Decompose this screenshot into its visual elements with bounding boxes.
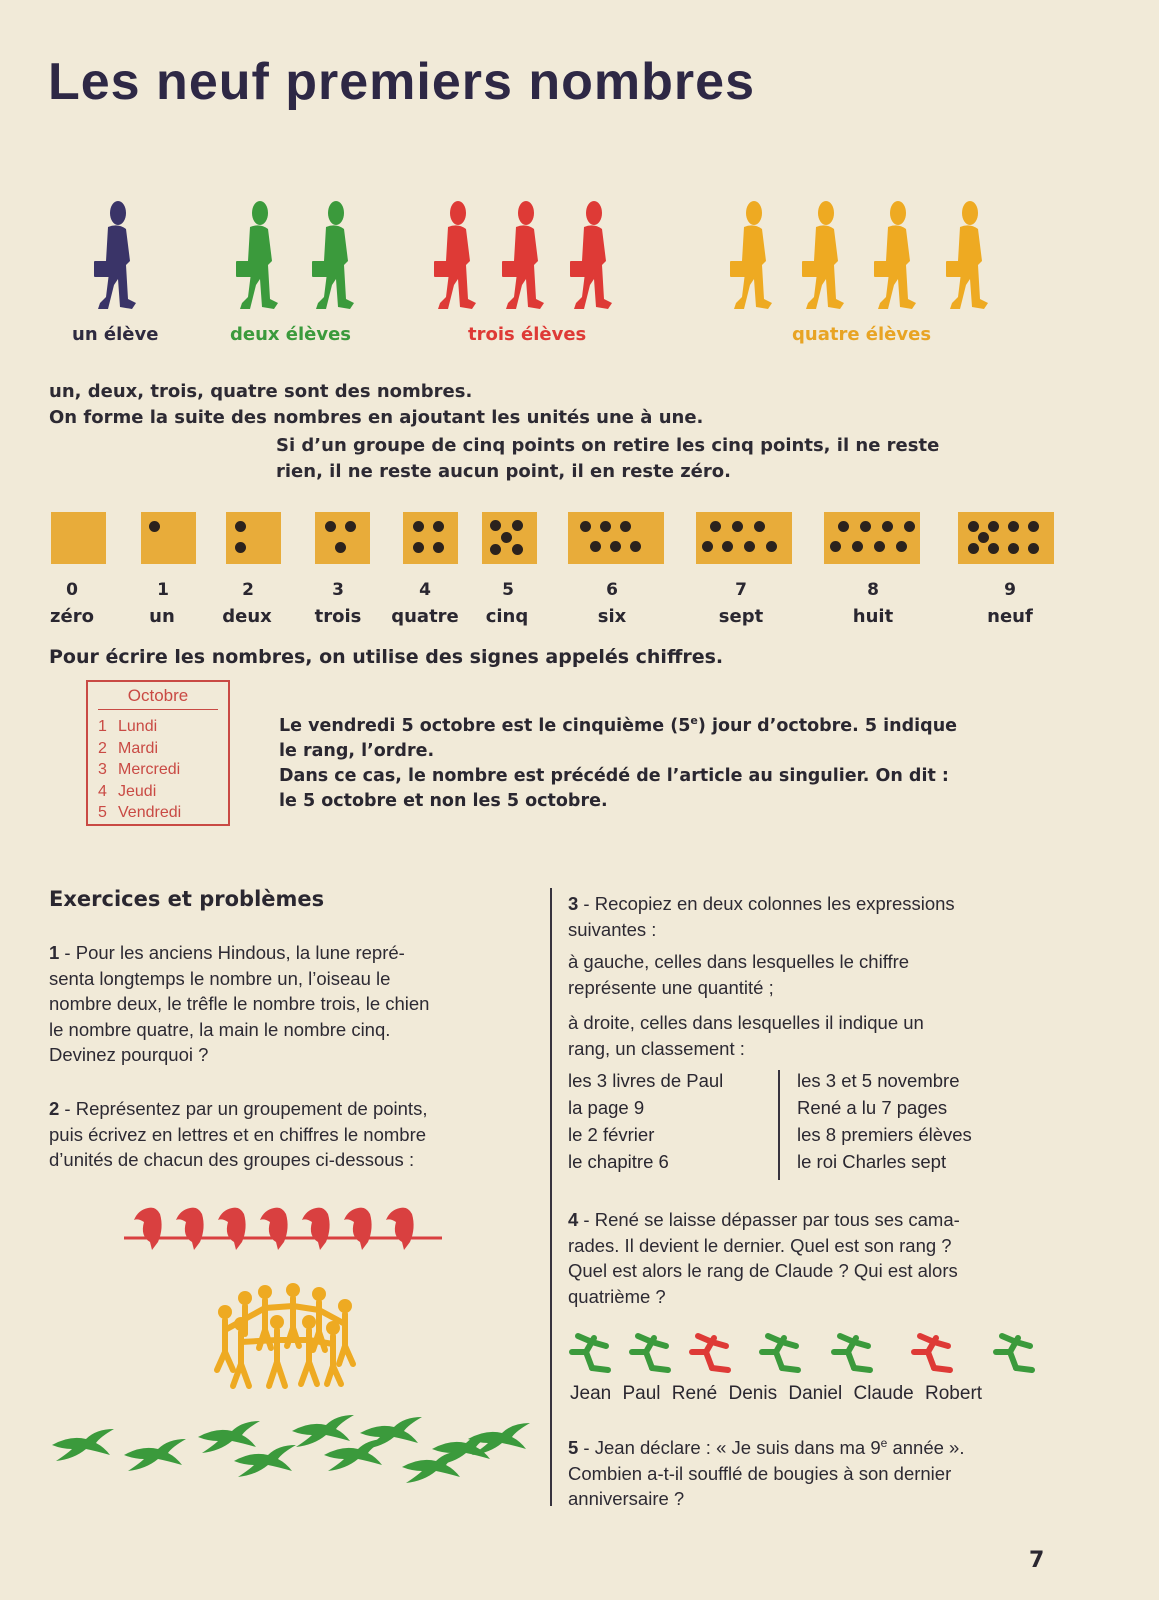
- student-group-four: [730, 201, 988, 309]
- calendar-day: 4 Jeudi: [98, 782, 157, 800]
- exercise-1: 1 - Pour les anciens Hindous, la lune repré- senta longtemps le nombre un, l’oiseau le nombre deux, le trêfle le nombre trois, le chien le nombre quatre, la main le nombre cinq. Devinez pourquoi ?: [49, 942, 430, 1065]
- intro-line-1: un, deux, trois, quatre sont des nombres.: [49, 381, 473, 402]
- student-group-two: [236, 201, 354, 309]
- exercise-4: 4 - René se laisse dépasser par tous ses cama- rades. Il devient le dernier. Quel est son rang ? Quel est alors le rang de Claude ? Qui est alors quatrième ?: [568, 1209, 960, 1307]
- runners-illustration: [568, 1318, 1068, 1378]
- digit-6: 6: [606, 580, 618, 600]
- word-1: un: [149, 606, 175, 627]
- dot-card-3: [315, 512, 370, 564]
- exercises-heading: Exercices et problèmes: [49, 887, 325, 911]
- digit-7: 7: [735, 580, 747, 600]
- digit-8: 8: [867, 580, 879, 600]
- dot-card-2: [226, 512, 281, 564]
- intro-line-2: On forme la suite des nombres en ajoutant les unités une à une.: [49, 407, 704, 428]
- runner-rene: [692, 1324, 728, 1370]
- digit-1: 1: [157, 580, 169, 600]
- exercise-5: 5 - Jean déclare : « Je suis dans ma 9e année ». Combien a-t-il soufflé de bougies à son dernier anniversaire ?: [568, 1436, 965, 1510]
- calendar-day: 1 Lundi: [98, 718, 158, 735]
- october-explanation: Le vendredi 5 octobre est le cinquième (5e) jour d’octobre. 5 indique le rang, l’ordre. Dans ce cas, le nombre est précédé de l’article au singulier. On dit : le 5 octobre et non les 5 octobre.: [279, 714, 958, 811]
- word-2: deux: [222, 606, 272, 627]
- digit-2: 2: [242, 580, 254, 600]
- word-8: huit: [852, 606, 894, 627]
- page-title: Les neuf premiers nombres: [48, 53, 755, 111]
- runner-paul: [632, 1324, 668, 1370]
- student-group-three: [434, 201, 612, 309]
- dot-card-5: [482, 512, 537, 564]
- swallows-illustration: [48, 1415, 538, 1495]
- runner-robert: [996, 1324, 1032, 1370]
- caption-one-student: un élève: [72, 324, 159, 345]
- digit-3: 3: [332, 580, 344, 600]
- calendar-day: 3 Mercredi: [98, 761, 181, 778]
- digit-5: 5: [502, 580, 514, 600]
- runner-names: Jean Paul René Denis Daniel Claude Robert: [570, 1383, 983, 1404]
- dot-card-8: [824, 512, 920, 564]
- exercise-3-left-list: les 3 livres de Paul la page 9 le 2 février le chapitre 6: [568, 1070, 724, 1172]
- caption-four-students: quatre élèves: [792, 324, 932, 345]
- intro-line-3: Si d’un groupe de cinq points on retire les cinq points, il ne reste: [276, 435, 940, 456]
- chiffres-sentence: Pour écrire les nombres, on utilise des signes appelés chiffres.: [49, 646, 724, 668]
- column-divider: [550, 888, 552, 1506]
- student-group-one: [94, 201, 136, 309]
- dot-card-7: [696, 512, 792, 564]
- runner-daniel: [834, 1324, 870, 1370]
- dot-card-0: [51, 512, 106, 564]
- word-0: zéro: [50, 606, 94, 627]
- runner-denis: [762, 1324, 798, 1370]
- caption-two-students: deux élèves: [230, 324, 352, 345]
- dancing-children-illustration: [205, 1282, 365, 1392]
- dot-card-6: [568, 512, 664, 564]
- list-separator: [778, 1070, 780, 1180]
- calendar-day: 2 Mardi: [98, 739, 159, 757]
- dot-card-9: [958, 512, 1054, 564]
- exercise-3-right-list: les 3 et 5 novembre René a lu 7 pages les 8 premiers élèves le roi Charles sept: [797, 1070, 972, 1172]
- word-9: neuf: [987, 606, 1033, 627]
- exercise-2: 2 - Représentez par un groupement de points, puis écrivez en lettres et en chiffres le nombre d’unités de chacun des groupes ci-dessous :: [49, 1098, 428, 1170]
- birds-on-wire-illustration: [120, 1200, 450, 1260]
- dot-card-1: [141, 512, 196, 564]
- digit-9: 9: [1004, 580, 1016, 600]
- students-illustration: [0, 195, 1159, 315]
- caption-three-students: trois élèves: [468, 324, 587, 345]
- calendar-month: Octobre: [98, 686, 218, 710]
- calendar-box: [86, 680, 230, 826]
- word-5: cinq: [485, 606, 529, 627]
- intro-line-4: rien, il ne reste aucun point, il en reste zéro.: [276, 461, 731, 482]
- calendar-day: 5 Vendredi: [98, 804, 182, 821]
- word-7: sept: [718, 606, 764, 627]
- dot-card-4: [403, 512, 458, 564]
- digit-4: 4: [419, 580, 431, 600]
- digit-0: 0: [66, 580, 78, 600]
- word-6: six: [597, 606, 627, 627]
- runner-jean: [572, 1324, 608, 1370]
- exercise-3: 3 - Recopiez en deux colonnes les expressions suivantes : à gauche, celles dans lesquelles le chiffre représente une quantité ; à droite, celles dans lesquelles il indique un rang, un classement :: [568, 893, 955, 1059]
- page-number: 7: [1029, 1548, 1045, 1573]
- word-3: trois: [314, 606, 362, 627]
- runner-claude: [914, 1324, 950, 1370]
- word-4: quatre: [391, 606, 459, 627]
